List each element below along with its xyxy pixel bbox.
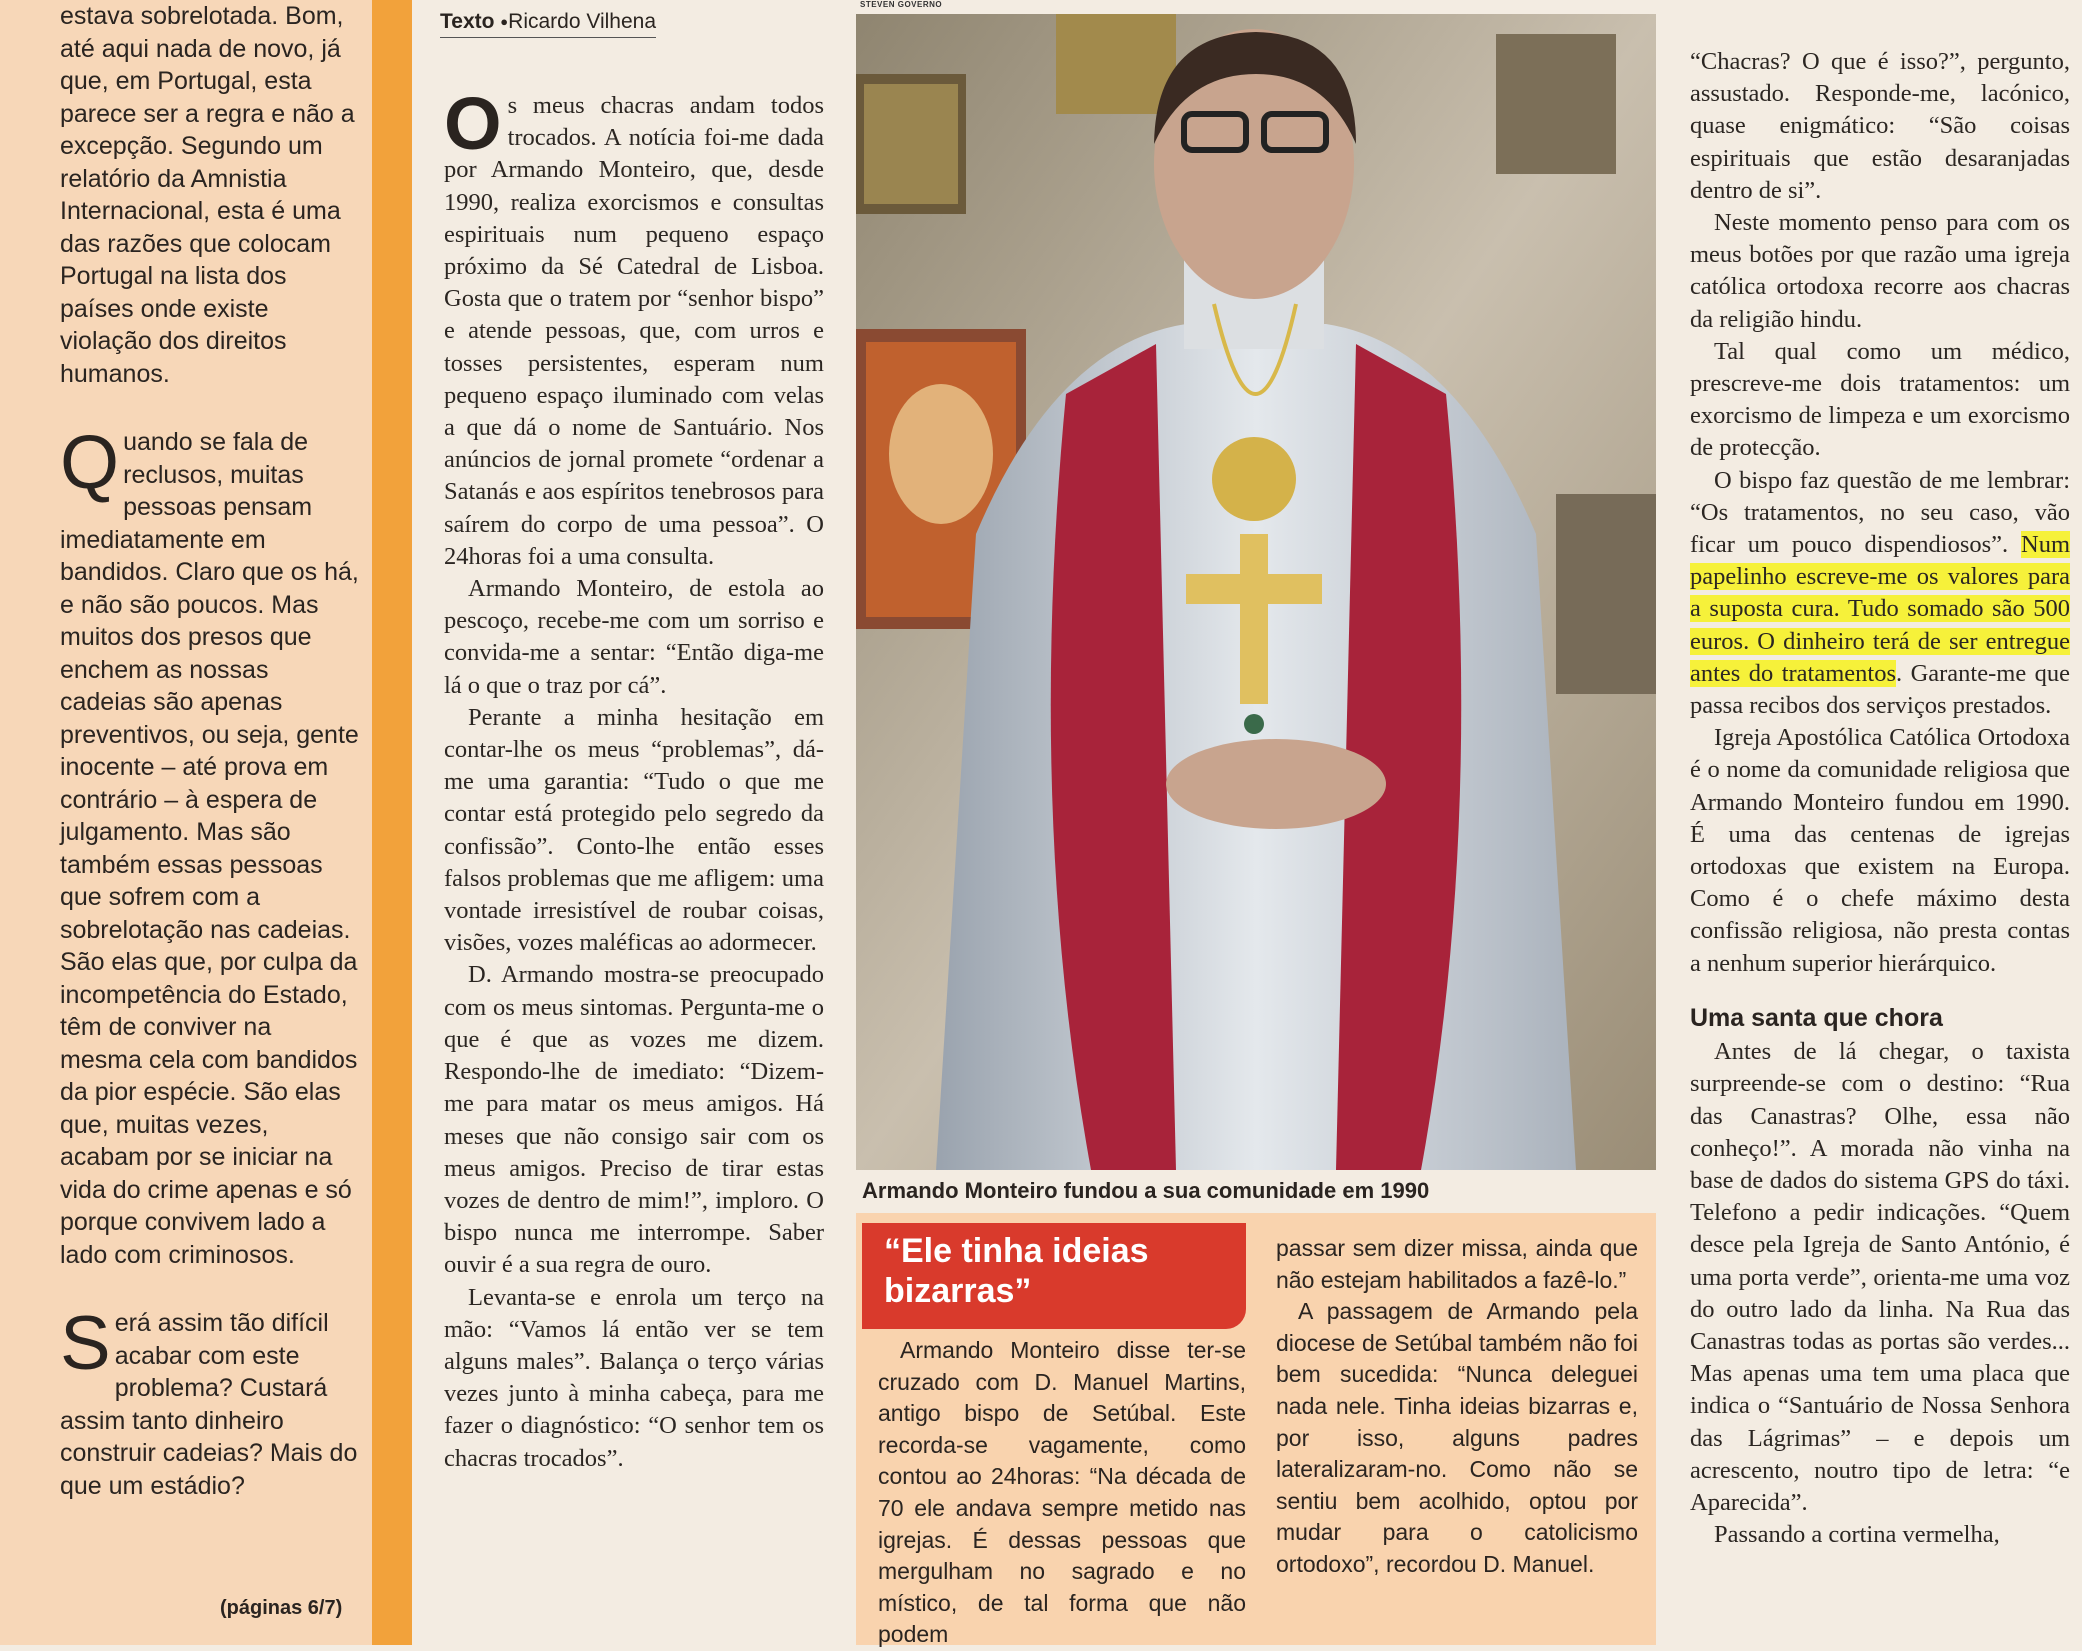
article-paragraph: O bispo faz questão de me lembrar: “Os tratamentos, no seu caso, vão ficar um pouco dispendiosos”. Num papelinho escreve-me os valores para a suposta cura. Tudo somado são 500 euros. O dinheiro terá de ser entregue antes do tratamentos. Garante-me que passa recibos dos serviços prestados. xyxy=(1690,466,2071,720)
photo-caption: Armando Monteiro fundou a sua comunidade em 1990 xyxy=(862,1178,1430,1203)
dropcap: S xyxy=(60,1301,111,1386)
article-paragraph: Igreja Apostólica Católica Ortodoxa é o nome da comunidade religiosa que Armando Monteiro fundou em 1990. É uma das centenas de igrejas ortodoxas que existem na Europa. Como é o chefe máximo desta confissão religiosa, não presta contas a nenhum superior hierárquico. xyxy=(1690,724,2070,977)
article-paragraph: Passando a cortina vermelha, xyxy=(1714,1521,2000,1549)
article-paragraph: Perante a minha hesitação em contar-lhe os meus “problemas”, dá-me uma garantia: “Tudo o que me contar está protegido pelo segredo da confissão”. Conto-lhe então esses falsos problemas que me afligem: uma vontade irresistível de roubar coisas, visões, vozes maléficas ao adormecer. xyxy=(444,703,824,957)
left-column-text xyxy=(60,0,360,1538)
article-column-4 xyxy=(1690,46,2070,1551)
sidebar-paragraph: Armando Monteiro disse ter-se cruzado com D. Manuel Martins, antigo bispo de Setúbal. Este recorda-se vagamente, como contou ao 24horas: “Na década de 70 ele andava sempre metido nas igrejas. É dessas pessoas que mergulham no sagrado e no místico, de tal forma que não podem xyxy=(878,1337,1246,1648)
left-paragraph-3: Será assim tão difícil acabar com este problema? Custará assim tanto dinheiro construir cadeias? Mais do que um estádio? xyxy=(60,1301,358,1500)
subheading: Uma santa que chora xyxy=(1690,1003,1943,1032)
photo-credit: STEVEN GOVERNO xyxy=(860,0,943,9)
article-paragraph: D. Armando mostra-se preocupado com os meus sintomas. Pergunta-me o que é que as vozes me dizem. Respondo-lhe de imediato: “Dizem-me para matar os meus amigos. Há meses que não consigo sair com os meus amigos. Preciso de tirar estas vozes de dentro de mim!”, imploro. O bispo nunca me interrompe. Saber ouvir é a sua regra de ouro. xyxy=(444,961,824,1279)
pages-reference: (páginas 6/7) xyxy=(220,1597,343,1619)
orange-divider-bar xyxy=(372,0,412,1645)
bishop-photo xyxy=(856,14,1656,1170)
article-paragraph: Armando Monteiro, de estola ao pescoço, recebe-me com um sorriso e convida-me a sentar: “Então diga-me lá o que o traz por cá”. xyxy=(444,575,824,699)
sidebar-box xyxy=(856,1213,1656,1648)
left-paragraph-2: Quando se fala de reclusos, muitas pessoas pensam imediatamente em bandidos. Claro que os há, e não são poucos. Mas muitos dos presos que enchem as nossas cadeias são apenas preventivos, ou seja, gente inocente – até prova em contrário – à espera de julgamento. Mas são também essas pessoas que sofrem com a sobrelotação nas cadeias. São elas que, por culpa da incompetência do Estado, têm de conviver na mesma cela com bandidos da pior espécie. São elas que, muitas vezes, acabam por se iniciar na vida do crime apenas e só porque convivem lado a lado com criminosos. xyxy=(60,420,359,1269)
byline-bullet: ● xyxy=(500,14,509,29)
left-paragraph-1: estava sobrelotada. Bom, até aqui nada de novo, já que, em Portugal, esta parece ser a regra e não a excepção. Segundo um relatório da Amnistia Internacional, esta é uma das razões que colocam Portugal na lista dos países onde existe violação dos direitos humanos. xyxy=(60,2,355,388)
article-paragraph: Neste momento penso para com os meus botões por que razão uma igreja católica ortodoxa recorre aos chacras da religião hindu. xyxy=(1690,209,2070,333)
byline xyxy=(440,10,656,38)
byline-author: Ricardo Vilhena xyxy=(508,10,657,33)
dropcap: O xyxy=(444,82,502,165)
sidebar-text-column-2 xyxy=(1276,1233,1638,1581)
article-paragraph: Antes de lá chegar, o taxista surpreende-se com o destino: “Rua das Canastras? Olhe, essa não conheço!”. A morada não vinha na base de dados do sistema GPS do táxi. Telefono a pedir indicações. “Quem desce pela Igreja de Santo António, é uma porta verde”, orienta-me uma voz do outro lado da linha. Na Rua das Canastras todas as portas são verdes... Mas apenas uma tem uma placa que indica o “Santuário de Nossa Senhora das Lágrimas” – e depois um acrescento, noutro tipo de letra: “e Aparecida”. xyxy=(1690,1038,2070,1516)
article-paragraph: “Chacras? O que é isso?”, pergunto, assustado. Responde-me, lacónico, quase enigmático: “São coisas espirituais que estão desaranjadas dentro de si”. xyxy=(1690,48,2070,204)
article-paragraph: Tal qual como um médico, prescreve-me dois tratamentos: um exorcismo de limpeza e um exorcismo de protecção. xyxy=(1690,337,2070,462)
sidebar-text-column-1 xyxy=(878,1335,1246,1651)
highlighted-text: Num papelinho escreve-me os valores para a suposta cura. Tudo somado são 500 euros. O dinheiro terá de ser entregue antes do tratamentos xyxy=(1690,531,2070,687)
article-paragraph: Levanta-se e enrola um terço na mão: “Vamos lá então ver se tem alguns males”. Balança o terço várias vezes junto à minha cabeça, para me fazer o diagnóstico: “O senhor tem os chacras trocados”. xyxy=(444,1283,824,1472)
sidebar-paragraph: passar sem dizer missa, ainda que não estejam habilitados a fazê-lo.” xyxy=(1276,1235,1638,1293)
dropcap: Q xyxy=(60,420,120,505)
sidebar-title-banner xyxy=(862,1223,1246,1329)
byline-label: Texto xyxy=(440,10,495,33)
left-column xyxy=(0,0,372,1645)
bishop-photo-illustration xyxy=(856,14,1656,1170)
sidebar-paragraph: A passagem de Armando pela diocese de Setúbal também não foi bem sucedida: “Nunca deleguei nada nele. Tinha ideias bizarras e, por isso, alguns padres lateralizaram-no. Como não se sentiu bem acolhido, optou por mudar para o catolicismo ortodoxo”, recordou D. Manuel. xyxy=(1276,1298,1638,1577)
article-column-2 xyxy=(444,82,824,1475)
article-paragraph: Os meus chacras andam todos trocados. A notícia foi-me dada por Armando Monteiro, que, desde 1990, realiza exorcismos e consultas espirituais num pequeno espaço próximo da Sé Catedral de Lisboa. Gosta que o tratem por “senhor bispo” e atende pessoas, que, com urros e tosses persistentes, esperam num pequeno espaço iluminado com velas a que dá o nome de Santuário. Nos anúncios de jornal promete “ordenar a Satanás e aos espíritos tenebrosos para saírem do corpo de uma pessoa”. O 24horas foi a uma consulta. xyxy=(444,82,824,570)
sidebar-title: “Ele tinha ideias bizarras” xyxy=(884,1232,1149,1310)
